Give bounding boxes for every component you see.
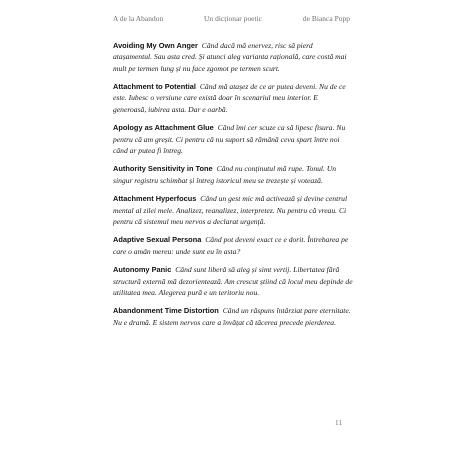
entry-definition: Când dacă mă enervez, risc să pierd atașamentul. Sau asta cred. Și atunci aleg varianta rațională, care costă mai mult pe termen lung și nu face zgomot pe termen scurt. (113, 41, 347, 73)
entry-term: Authority Sensitivity in Tone (113, 164, 213, 174)
dictionary-entry (113, 40, 353, 74)
entry-term: Abandonment Time Distortion (113, 306, 219, 316)
dictionary-entry (113, 163, 353, 186)
dictionary-entry (113, 81, 353, 115)
entry-definition: Când sunt liberă să aleg și simt vertij. Libertatea fără structură externă mă dezorientează. Am crescut știind că locul meu depinde de utilitatea mea. Alegerea pură e un teritoriu nou. (113, 265, 353, 297)
dictionary-entry (113, 264, 353, 298)
header-book-title: Un dicționar poetic (204, 14, 263, 23)
entry-definition: Când mă atașez de ce ar putea deveni. Nu de ce este. Iubesc o versiune care există doar în scenariul meu interior. E generoasă, iubirea asta. Dar e oarbă. (113, 82, 346, 114)
entry-definition: Când un răspuns întârziat pare eternitate. Nu e dramă. E sistem nervos care a învățat că tăcerea precede pierderea. (113, 306, 351, 327)
dictionary-entry (113, 122, 353, 156)
entry-term: Attachment Hyperfocus (113, 194, 197, 204)
entry-definition: Când îmi cer scuze ca să lipesc fisura. Nu pentru că am greșit. Ci pentru că nu suport să rămână ceva spart între noi când ar putea fi întreg. (113, 123, 346, 155)
entry-term: Apology as Attachment Glue (113, 123, 214, 133)
entry-term: Avoiding My Own Anger (113, 41, 198, 50)
entry-term: Attachment to Potential (113, 82, 196, 92)
dictionary-entry (113, 305, 353, 328)
running-header (113, 14, 350, 23)
page-number: 11 (335, 419, 342, 427)
dictionary-entry (113, 234, 353, 257)
dictionary-entries (113, 40, 353, 335)
header-author: de Bianca Popp (302, 14, 350, 23)
header-section-title: A de la Abandon (113, 14, 164, 23)
entry-definition: Când un gest mic mă activează și devine centrul mental al zilei mele. Analizez, reanalizez, interpretez. Nu pentru că vreau. Ci pentru că sistemul meu nervos a declarat urgență. (113, 194, 348, 226)
entry-definition: Când nu conținutul mă rupe. Tonul. Un singur registru schimbat și întreg istoricul meu se trezește și votează. (113, 164, 337, 185)
entry-definition: Când pot deveni exact ce e dorit. Întrebarea pe care o amân mereu: unde sunt eu în asta? (113, 235, 349, 256)
entry-term: Autonomy Panic (113, 265, 172, 275)
dictionary-entry (113, 193, 353, 227)
entry-term: Adaptive Sexual Persona (113, 235, 202, 245)
